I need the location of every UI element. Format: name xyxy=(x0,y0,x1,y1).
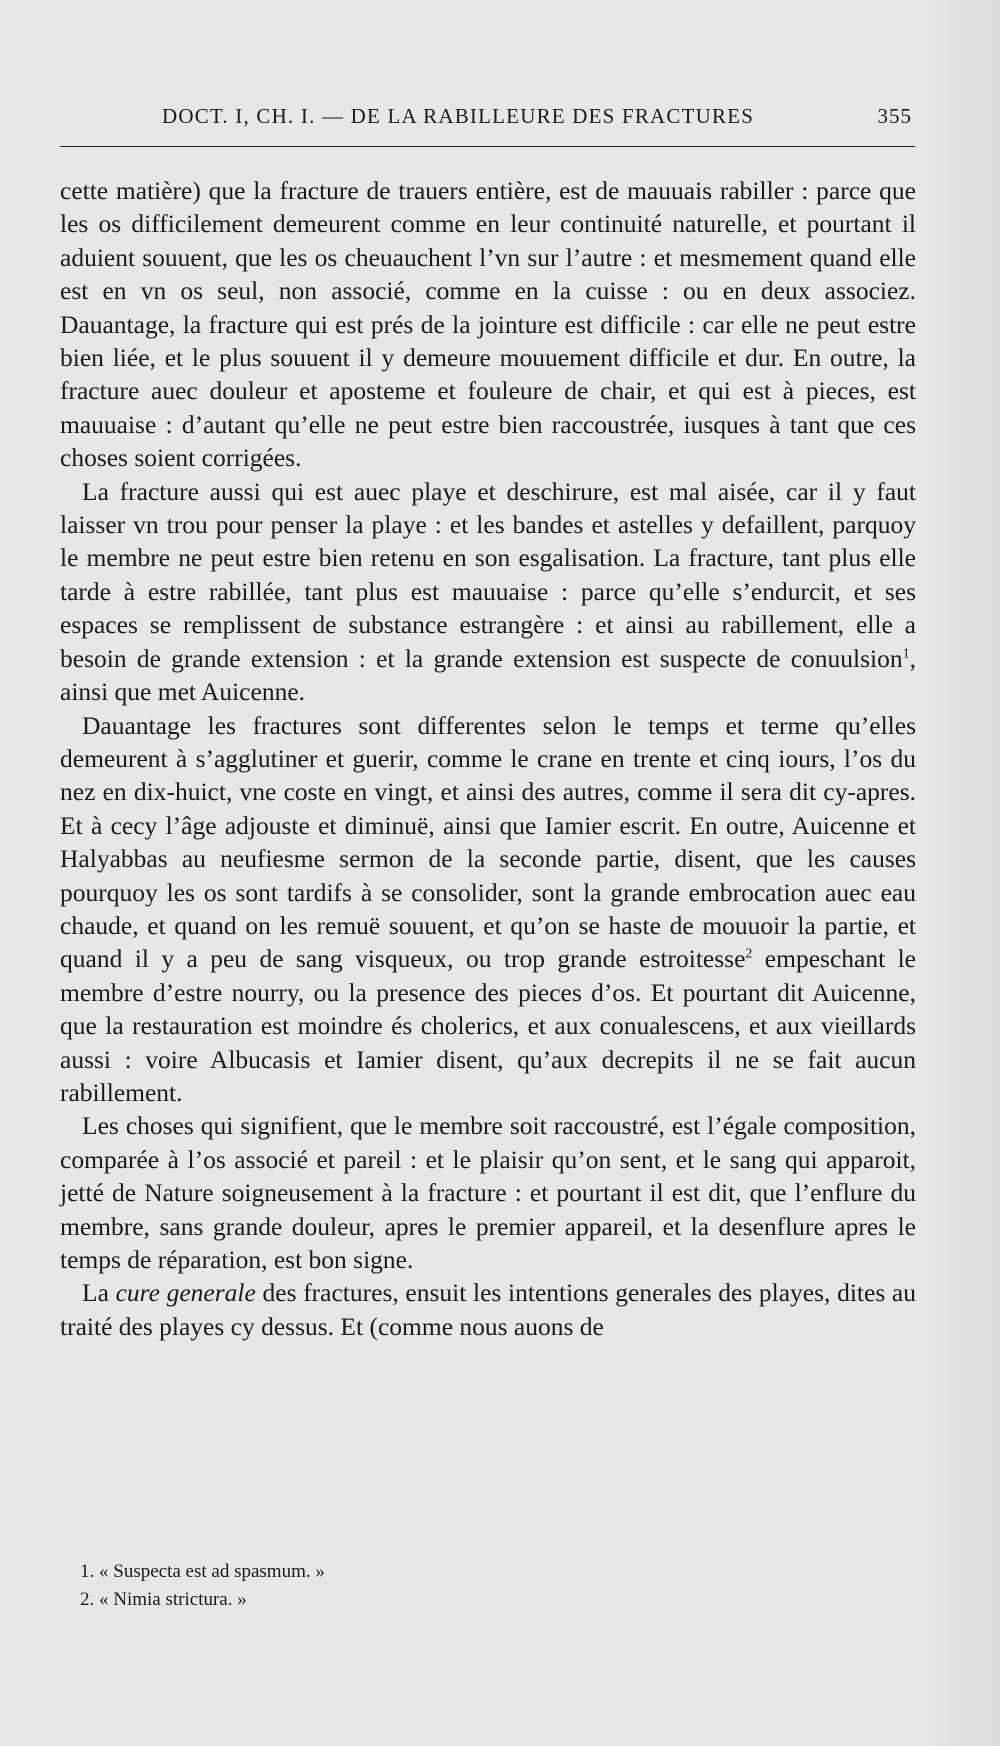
running-header xyxy=(62,104,918,144)
body-text xyxy=(60,174,916,1343)
footnote-ref-1[interactable]: 1 xyxy=(902,646,910,662)
paragraph-1 xyxy=(60,174,916,475)
page-number: 355 xyxy=(877,104,912,128)
footnote-2: 2. « Nimia strictura. » xyxy=(80,1589,247,1610)
paragraph-2-text-a: La fracture aussi qui est auec playe et deschirure, est mal aisée, car il y faut laisser vn trou pour penser la playe : et les bandes et astelles y defaillent, parquoy le membre ne peut estre bien retenu en son esgalisation. La fracture, tant plus elle tarde à estre rabillée, tant plus est mauuaise : parce qu’elle s’endurcit, et ses espaces se remplissent de substance estrangère : et ainsi au rabillement, elle a besoin de grande extension : et la grande extension est suspecte de conuulsion xyxy=(60,476,916,673)
paragraph-5-italic: cure generale xyxy=(115,1278,256,1308)
paragraph-5-text-a: La xyxy=(82,1278,116,1308)
paragraph-5 xyxy=(60,1276,916,1343)
footnote-ref-2[interactable]: 2 xyxy=(745,946,753,962)
footnotes xyxy=(80,1558,780,1614)
paragraph-4 xyxy=(60,1109,916,1276)
paragraph-3 xyxy=(60,709,916,1110)
paragraph-5-text-b: des fractures, ensuit les intentions generales des playes, dites au traité des playes cy dessus. Et (comme nous auons de xyxy=(60,1278,917,1341)
running-title: DOCT. I, CH. I. — DE LA RABILLEURE DES FRACTURES xyxy=(162,104,755,128)
paragraph-3-text-b: empeschant le membre d’estre nourry, ou la presence des pieces d’os. Et pourtant dit Auicenne, que la restauration est moindre és cholerics, et aux conualescens, et aux vieillards aussi : voire Albucasis et Iamier disent, qu’aux decrepits il ne se fait aucun rabillement. xyxy=(60,944,916,1107)
header-rule xyxy=(60,146,915,147)
paragraph-2 xyxy=(60,475,916,709)
paragraph-2-text-b: , ainsi que met Auicenne. xyxy=(60,643,916,707)
paragraph-4-text: Les choses qui signifient, que le membre soit raccoustré, est l’égale composition, comparée à l’os associé et pareil : et le plaisir qu’on sent, et le sang qui apparoit, jetté de Nature soigneusement à la fracture : et pourtant il est dit, que l’enflure du membre, sans grande douleur, apres le premier appareil, et la desenflure apres le temps de réparation, est bon signe. xyxy=(60,1111,916,1274)
paragraph-1-text: cette matière) que la fracture de trauers entière, est de mauuais rabiller : parce que les os difficilement demeurent comme en leur continuité naturelle, et pourtant il aduient souuent, que les os cheuauchent l’vn sur l’autre : et mesmement quand elle est en vn os seul, non associé, comme en la cuisse : ou en deux associez. Dauantage, la fracture qui est prés de la jointure est difficile : car elle ne peut estre bien liée, et le plus souuent il y demeure mouuement difficile et dur. En outre, la fracture auec douleur et aposteme et fouleure de chair, et qui est à pieces, est mauuaise : d’autant qu’elle ne peut estre bien raccoustrée, iusques à tant que ces choses soient corrigées. xyxy=(60,176,916,473)
paragraph-3-text-a: Dauantage les fractures sont differentes selon le temps et terme qu’elles demeurent à s’agglutiner et guerir, comme le crane en trente et cinq iours, l’os du nez en dix-huict, vne coste en vingt, et ainsi des autres, comme il sera dit cy-apres. Et à cecy l’âge adjouste et diminuë, ainsi que Iamier escrit. En outre, Auicenne et Halyabbas au neufiesme sermon de la seconde partie, disent, que les causes pourquoy les os sont tardifs à se consolider, sont la grande embrocation auec eau chaude, et quand on les remuë souuent, et qu’on se haste de mouuoir la partie, et quand il y a peu de sang visqueux, ou trop grande estroitesse xyxy=(60,710,916,974)
footnote-1: 1. « Suspecta est ad spasmum. » xyxy=(80,1561,325,1582)
